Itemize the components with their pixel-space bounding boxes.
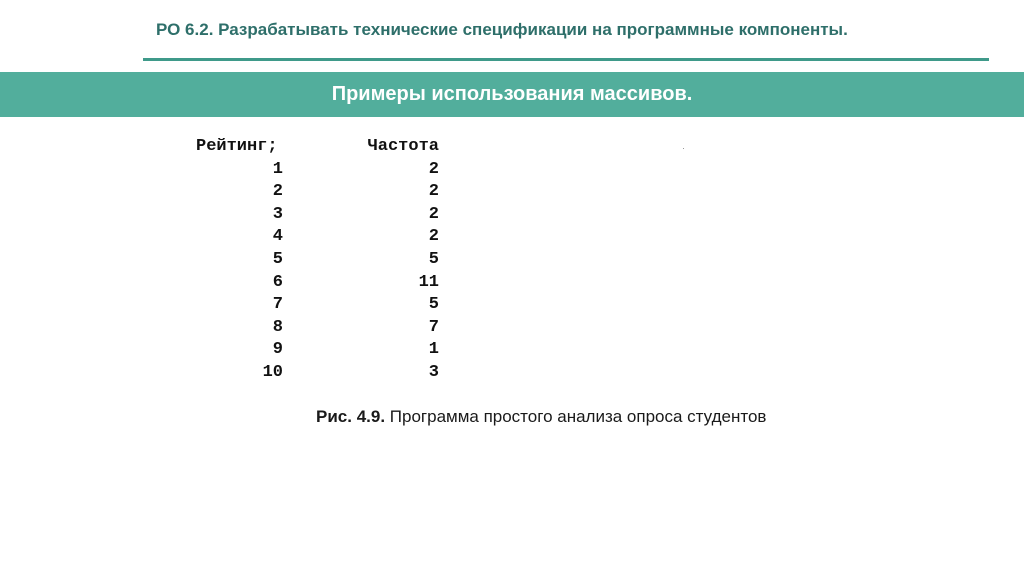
frequency-cell: 5: [428, 295, 439, 315]
frequency-cell: 11: [418, 272, 439, 292]
rating-cell: 5: [272, 249, 283, 269]
rating-cell: 6: [272, 272, 283, 292]
rating-cell: 4: [272, 227, 283, 247]
table-row: [190, 272, 439, 295]
table-row: [190, 339, 439, 362]
caption-label: Рис. 4.9.: [316, 407, 386, 426]
rating-cell: 3: [272, 204, 283, 224]
banner-title: Примеры использования массивов.: [331, 83, 693, 105]
rating-cell: 1: [272, 159, 283, 179]
table-row: [190, 317, 439, 340]
table-row: [190, 226, 439, 249]
rating-cell: 10: [262, 362, 283, 382]
stray-dot: [683, 148, 684, 149]
rating-cell: 8: [272, 317, 283, 337]
frequency-cell: 2: [428, 182, 439, 202]
table-row: [190, 362, 439, 385]
frequency-cell: 2: [428, 227, 439, 247]
table-row: [190, 294, 439, 317]
table-row: [190, 249, 439, 272]
header-rating: Рейтинг;: [196, 137, 278, 156]
rating-cell: 7: [272, 295, 283, 315]
frequency-cell: 3: [428, 362, 439, 382]
rating-cell: 9: [272, 340, 283, 360]
output-table: [190, 136, 439, 385]
frequency-cell: 5: [428, 249, 439, 269]
caption-text: Программа простого анализа опроса студентов: [389, 407, 767, 426]
header-divider: [143, 58, 989, 61]
table-row: [190, 181, 439, 204]
frequency-cell: 2: [428, 159, 439, 179]
frequency-cell: 7: [428, 317, 439, 337]
section-banner: [0, 72, 1024, 117]
frequency-cell: 2: [428, 204, 439, 224]
slide-header-title: РО 6.2. Разрабатывать технические спецификации на программные компоненты.: [156, 20, 848, 39]
table-row: [190, 204, 439, 227]
table-header-row: [190, 136, 439, 159]
table-row: [190, 159, 439, 182]
header-frequency: Частота: [367, 137, 439, 156]
rating-cell: 2: [272, 182, 283, 202]
figure-caption: [316, 407, 766, 427]
frequency-cell: 1: [428, 340, 439, 360]
